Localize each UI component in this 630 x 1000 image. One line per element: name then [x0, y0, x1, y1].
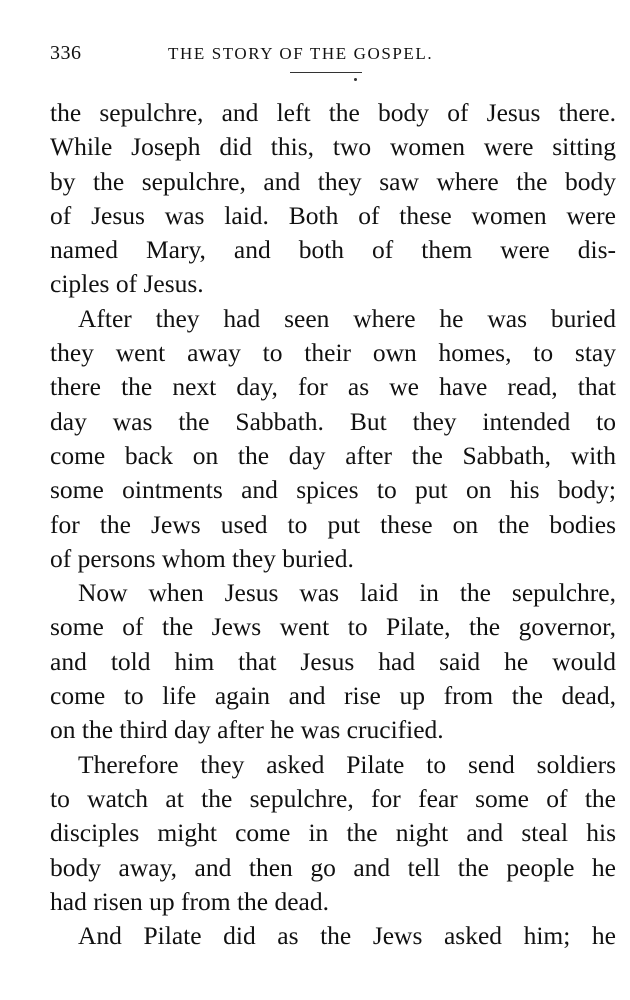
body-text [50, 96, 616, 953]
text-line: there the next day, for as we have read, that [50, 372, 616, 402]
page-number: 336 [50, 42, 82, 64]
text-line: of Jesus was laid. Both of these women were [50, 200, 616, 230]
header-rule-ornament [354, 78, 357, 81]
text-line: come to life again and rise up from the dead, [50, 681, 616, 711]
text-line: And Pilate did as the Jews asked him; he [78, 921, 616, 951]
text-line: of persons whom they buried. [50, 543, 354, 573]
text-line: come back on the day after the Sabbath, with [50, 440, 616, 470]
text-line: named Mary, and both of them were dis- [50, 235, 616, 265]
paragraph [50, 748, 616, 919]
text-line: had risen up from the dead. [50, 886, 329, 916]
text-line: they went away to their own homes, to stay [50, 338, 616, 368]
page-header [50, 42, 612, 72]
text-line: ciples of Jesus. [50, 269, 204, 299]
text-line: After they had seen where he was buried [78, 303, 616, 333]
paragraph [50, 302, 616, 576]
text-line: and told him that Jesus had said he would [50, 646, 616, 676]
paragraph [50, 919, 616, 953]
text-line: Now when Jesus was laid in the sepulchre, [78, 578, 616, 608]
text-line: Therefore they asked Pilate to send soldiers [78, 749, 616, 779]
paragraph [50, 96, 616, 302]
text-line: on the third day after he was crucified. [50, 715, 444, 745]
text-line: the sepulchre, and left the body of Jesus there. [50, 98, 616, 127]
text-line: to watch at the sepulchre, for fear some of the [50, 783, 616, 813]
text-line: some of the Jews went to Pilate, the governor, [50, 612, 616, 642]
text-line: body away, and then go and tell the people he [50, 852, 616, 882]
text-line: disciples might come in the night and steal his [50, 818, 616, 848]
text-line: some ointments and spices to put on his body; [50, 475, 616, 505]
paragraph [50, 576, 616, 747]
running-head: THE STORY OF THE GOSPEL. [168, 44, 434, 63]
header-rule [290, 72, 362, 73]
text-line: for the Jews used to put these on the bodies [50, 509, 616, 539]
text-line: While Joseph did this, two women were sitting [50, 132, 616, 162]
text-line: day was the Sabbath. But they intended to [50, 406, 616, 436]
text-line: by the sepulchre, and they saw where the body [50, 166, 616, 196]
